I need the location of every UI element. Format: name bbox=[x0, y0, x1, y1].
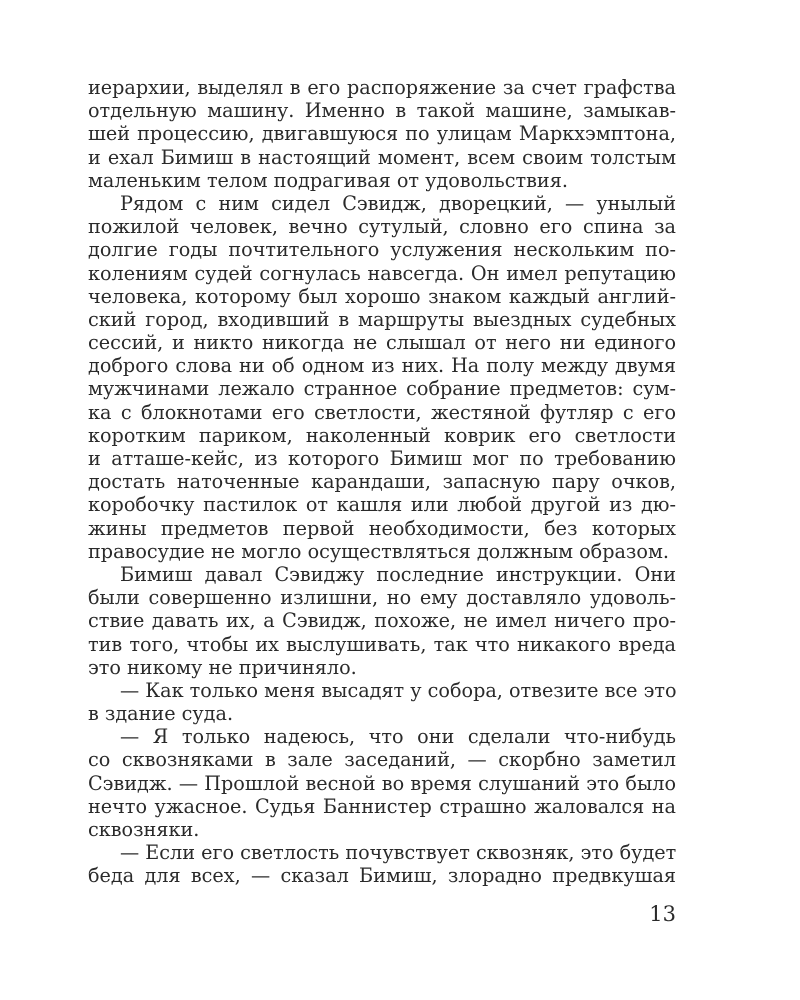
text-line: — Я только надеюсь, что они сделали что-нибудь bbox=[120, 725, 676, 749]
text-line: мужчинами лежало странное собрание предметов: сум- bbox=[88, 377, 676, 401]
text-line: человека, которому был хорошо знаком каждый англий- bbox=[88, 284, 676, 308]
text-line: шей процессию, двигавшуюся по улицам Маркхэмптона, bbox=[88, 122, 676, 146]
text-line: ский город, входивший в маршруты выездных судебных bbox=[88, 307, 676, 331]
text-line: пожилой человек, вечно сутулый, словно его спина за bbox=[88, 215, 676, 239]
text-line: колениям судей согнулась навсегда. Он имел репутацию bbox=[88, 261, 676, 285]
text-line: сквозняки. bbox=[88, 818, 200, 841]
text-line: маленьким телом подрагивая от удовольствия. bbox=[88, 168, 568, 192]
paragraph bbox=[88, 725, 676, 841]
paragraph bbox=[88, 76, 676, 192]
text-line: — Если его светлость почувствует сквозняк, это будет bbox=[120, 841, 677, 865]
text-line: беда для всех, — сказал Бимиш, злорадно предвкушая bbox=[88, 864, 676, 888]
text-line: достать наточенные карандаши, запасную пару очков, bbox=[88, 470, 676, 494]
text-line: нечто ужасное. Судья Баннистер страшно жаловался на bbox=[88, 794, 676, 818]
text-line: в здание суда. bbox=[88, 702, 234, 726]
text-line: Сэвидж. — Прошлой весной во время слушаний это было bbox=[88, 771, 676, 795]
text-line: доброго слова ни об одном из них. На полу между двумя bbox=[88, 354, 676, 378]
text-line: отдельную машину. Именно в такой машине, замыкав- bbox=[88, 99, 676, 123]
paragraph bbox=[88, 563, 676, 679]
text-line: Рядом с ним сидел Сэвидж, дворецкий, — унылый bbox=[120, 191, 676, 215]
text-line: коротким париком, наколенный коврик его светлости bbox=[88, 423, 676, 447]
text-line: ствие давать их, а Сэвидж, похоже, не имел ничего про- bbox=[88, 609, 676, 633]
text-line: и атташе-кейс, из которого Бимиш мог по требованию bbox=[88, 447, 676, 470]
text-line: были совершенно излишни, но ему доставляло удоволь- bbox=[88, 586, 676, 610]
text-line: ка с блокнотами его светлости, жестяной футляр с его bbox=[88, 400, 676, 424]
page-number: 13 bbox=[649, 902, 676, 926]
page-text-block bbox=[88, 76, 676, 888]
text-line: и ехал Бимиш в настоящий момент, всем своим толстым bbox=[88, 145, 676, 169]
text-line: сессий, и никто никогда не слышал от него ни единого bbox=[88, 331, 676, 355]
text-line: Бимиш давал Сэвиджу последние инструкции. Они bbox=[120, 562, 676, 586]
text-line: коробочку пастилок от кашля или любой другой из дю- bbox=[88, 493, 676, 517]
text-line: со сквозняками в зале заседаний, — скорбно заметил bbox=[88, 748, 676, 772]
text-line: долгие годы почтительного услужения нескольким по- bbox=[88, 238, 676, 262]
text-line: тив того, чтобы их выслушивать, так что никакого вреда bbox=[88, 632, 676, 656]
text-line: это никому не причиняло. bbox=[88, 655, 357, 679]
text-line: жины предметов первой необходимости, без которых bbox=[88, 516, 676, 540]
text-line: иерархии, выделял в его распоряжение за счет графства bbox=[88, 76, 676, 99]
paragraph bbox=[88, 841, 676, 887]
paragraph bbox=[88, 679, 676, 725]
text-line: правосудие не могло осуществляться должным образом. bbox=[88, 539, 669, 563]
text-line: — Как только меня высадят у собора, отвезите все это bbox=[120, 678, 677, 702]
paragraph bbox=[88, 192, 676, 563]
